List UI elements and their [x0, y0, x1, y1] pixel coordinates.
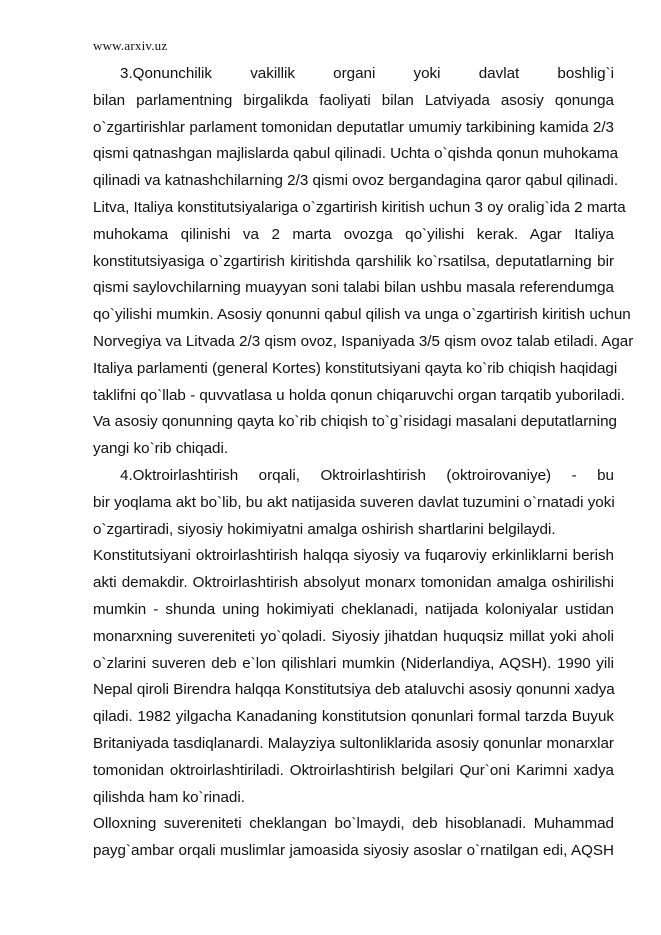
text-line: Va asosiy qonunning qayta ko`rib chiqish to`g`risidagi masalani deputatlarning: [93, 413, 617, 431]
text-line: 3.Qonunchilik vakillik organi yoki davlat boshlig`i: [120, 65, 614, 82]
text-line: o`zgartiradi, siyosiy hokimiyatni amalga oshirish shartlarini belgilaydi.: [93, 520, 556, 538]
text-line: Olloxning suvereniteti cheklangan bo`lmaydi, deb hisoblanadi. Muhammad: [93, 815, 614, 833]
text-line: taklifni qo`llab - quvvatlasa u holda qonun chiqaruvchi organ tarqatib yuboriladi.: [93, 386, 625, 404]
text-line: monarxning suvereniteti yo`qoladi. Siyosiy jihatdan huquqsiz millat yoki aholi: [93, 627, 614, 645]
text-line: Italiya parlamenti (general Kortes) konstitutsiyani qayta ko`rib chiqish haqidagi: [93, 359, 618, 377]
text-line: bilan parlamentning birgalikda faoliyati bilan Latviyada asosiy qonunga: [93, 91, 614, 109]
text-line: Nepal qiroli Birendra halqqa Konstitutsiya deb ataluvchi asosiy qonunni xadya: [93, 681, 615, 699]
text-line: qiladi. 1982 yilgacha Kanadaning konstitutsion qonunlari formal tarzda Buyuk: [93, 708, 614, 726]
text-line: qismi qatnashgan majlislarda qabul qilinadi. Uchta o`qishda qonun muhokama: [93, 145, 619, 163]
text-line: qilishda ham ko`rinadi.: [93, 788, 245, 806]
text-line: yangi ko`rib chiqadi.: [93, 440, 229, 458]
text-line: mumkin - shunda uning hokimiyati cheklanadi, natijada koloniyalar ustidan: [93, 600, 614, 618]
text-line: akti demakdir. Oktroirlashtirish absolyut monarx tomonidan amalga oshirilishi: [93, 574, 614, 592]
text-line: payg`ambar orqali muslimlar jamoasida siyosiy asoslar o`rnatilgan edi, AQSH: [93, 842, 614, 860]
text-line: qismi saylovchilarning muayyan soni talabi bilan ushbu masala referendumga: [93, 279, 614, 297]
text-line: Britaniyada tasdiqlanardi. Malayziya sultonliklarida asosiy qonunlar monarxlar: [93, 734, 614, 752]
text-line: o`zgartirishlar parlament tomonidan deputatlar umumiy tarkibining kamida 2/3: [93, 118, 614, 136]
site-header: www.arxiv.uz: [93, 38, 168, 53]
text-line: tomonidan oktroirlashtiriladi. Oktroirlashtirish belgilari Qur`oni Karimni xadya: [93, 761, 614, 779]
text-line: 4.Oktroirlashtirish orqali, Oktroirlashtirish (oktroirovaniye) - bu: [120, 466, 614, 484]
text-line: o`zlarini suveren deb e`lon qilishlari mumkin (Niderlandiya, AQSH). 1990 yili: [93, 654, 614, 672]
text-line: qo`yilishi mumkin. Asosiy qonunni qabul qilish va unga o`zgartirish kiritish uchun: [93, 306, 631, 324]
text-line: konstitutsiyasiga o`zgartirish kiritishda qarshilik ko`rsatilsa, deputatlarning bir: [93, 252, 614, 270]
text-line: qilinadi va katnashchilarning 2/3 qismi ovoz bergandagina qaror qabul qilinadi.: [93, 172, 619, 190]
text-line: muhokama qilinishi va 2 marta ovozga qo`yilishi kerak. Agar Italiya: [93, 225, 614, 243]
text-line: bir yoqlama akt bo`lib, bu akt natijasida suveren davlat tuzumini o`rnatadi yoki: [93, 493, 615, 511]
text-line: Norvegiya va Litvada 2/3 qism ovoz, Ispaniyada 3/5 qism ovoz talab etiladi. Agar: [93, 332, 634, 350]
text-line: Konstitutsiyani oktroirlashtirish halqqa siyosiy va fuqaroviy erkinliklarni berish: [93, 547, 614, 565]
text-line: Litva, Italiya konstitutsiyalariga o`zgartirish kiritish uchun 3 oy oralig`ida 2 marta: [93, 198, 626, 216]
document-body: [93, 61, 634, 865]
